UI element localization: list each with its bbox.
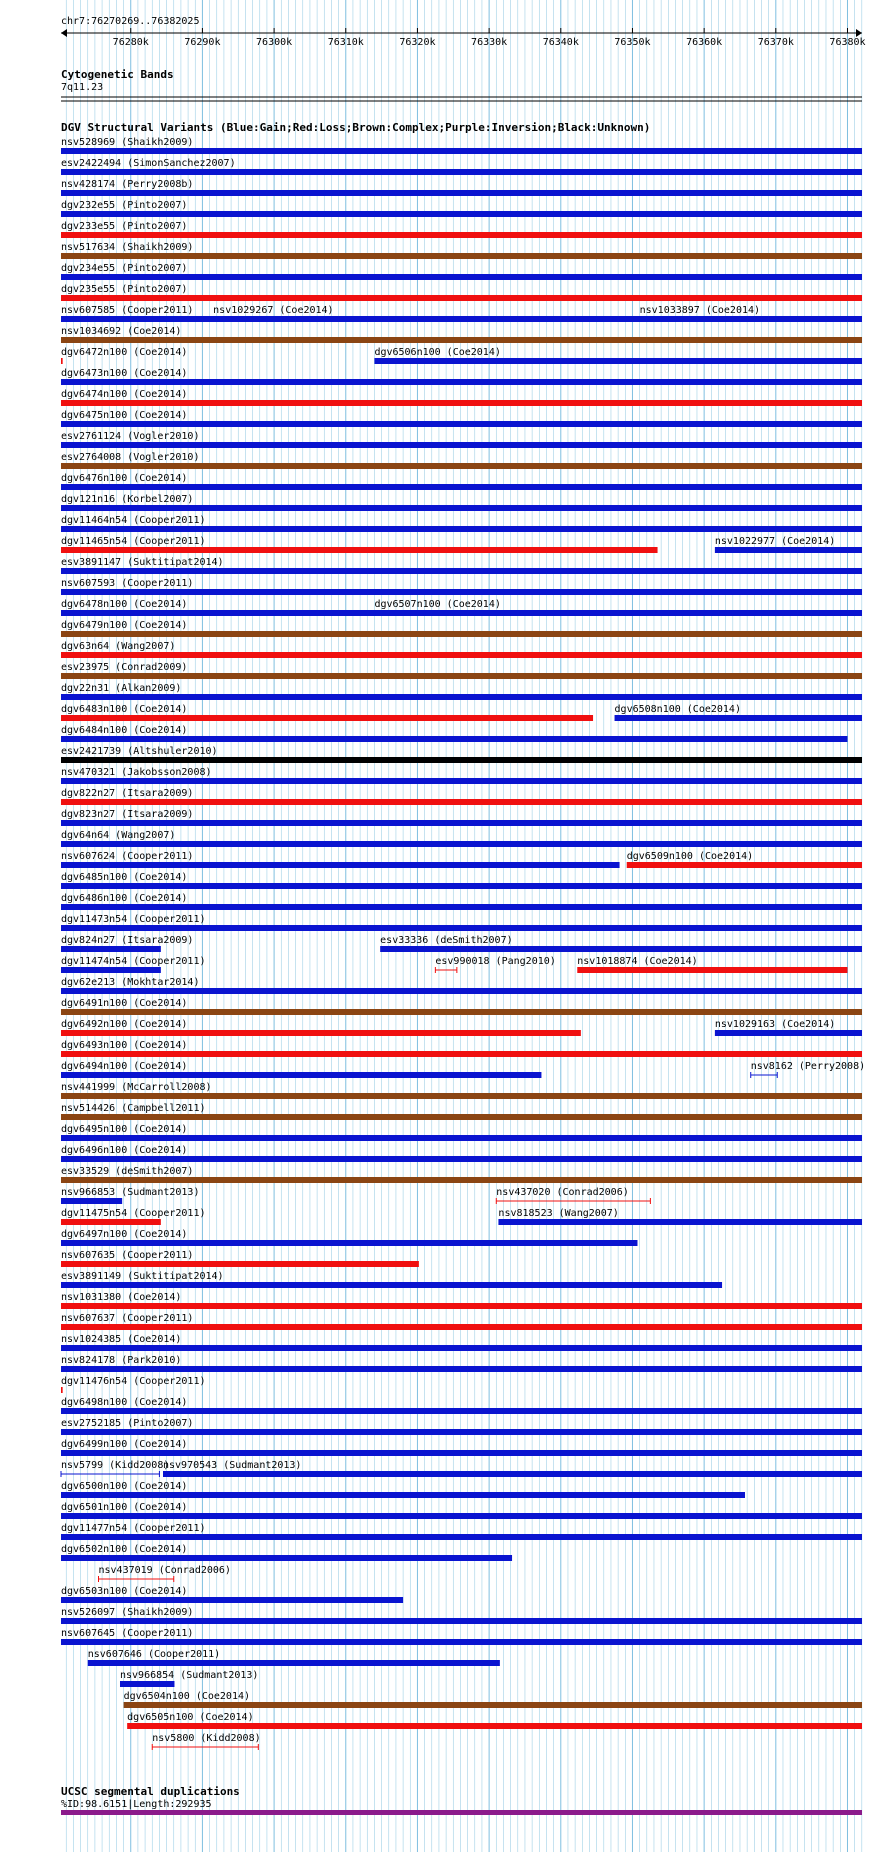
ruler-tick-label: 76340k: [542, 37, 579, 48]
variant-label: dgv6498n100 (Coe2014): [61, 1397, 188, 1408]
variant-bar: [61, 505, 862, 511]
variant-bar: [61, 1450, 862, 1456]
variant-feature[interactable]: [61, 1019, 581, 1036]
variant-bar: [61, 1009, 862, 1015]
variant-bar: [61, 799, 862, 805]
variant-bar: [88, 1660, 500, 1666]
variant-bar: [61, 673, 862, 679]
variant-bar: [213, 316, 639, 322]
variant-bar: [61, 295, 862, 301]
variant-label: nsv1024385 (Coe2014): [61, 1334, 182, 1345]
dgv-variants-track: [61, 137, 865, 1750]
variant-bar: [61, 967, 161, 973]
variant-feature[interactable]: [88, 1649, 500, 1666]
variant-feature[interactable]: [61, 1061, 541, 1078]
variant-bar: [61, 1261, 419, 1267]
variant-label: nsv470321 (Jakobsson2008): [61, 767, 212, 778]
variant-bar: [61, 757, 862, 763]
variant-label: dgv6507n100 (Coe2014): [374, 599, 501, 610]
variant-feature[interactable]: [61, 431, 862, 448]
variant-bar: [61, 1072, 541, 1078]
variant-label: dgv6503n100 (Coe2014): [61, 1586, 188, 1597]
variant-feature[interactable]: [435, 956, 555, 973]
variant-bar: [61, 211, 862, 217]
ruler-tick-label: 76320k: [399, 37, 436, 48]
variant-feature[interactable]: [61, 683, 862, 700]
variant-bar: [61, 1240, 637, 1246]
variant-label: nsv607585 (Cooper2011): [61, 305, 194, 316]
variant-label: dgv6502n100 (Coe2014): [61, 1544, 188, 1555]
ruler-left-arrow-icon: [61, 29, 67, 37]
variant-feature[interactable]: [61, 389, 862, 406]
variant-label: nsv607624 (Cooper2011): [61, 851, 194, 862]
variant-label: esv33336 (deSmith2007): [380, 935, 513, 946]
variant-label: nsv526097 (Shaikh2009): [61, 1607, 194, 1618]
variant-label: dgv232e55 (Pinto2007): [61, 200, 188, 211]
variant-feature[interactable]: [61, 767, 862, 784]
variant-bar: [127, 1723, 862, 1729]
variant-feature[interactable]: [61, 326, 862, 343]
variant-feature[interactable]: [61, 1586, 403, 1603]
variant-bar: [61, 1198, 122, 1204]
variant-bar: [61, 421, 862, 427]
variant-feature[interactable]: [61, 557, 862, 574]
variant-label: dgv6495n100 (Coe2014): [61, 1124, 188, 1135]
variant-bar: [61, 484, 862, 490]
variant-label: esv2764008 (Vogler2010): [61, 452, 200, 463]
variant-label: dgv6496n100 (Coe2014): [61, 1145, 188, 1156]
variant-label: dgv233e55 (Pinto2007): [61, 221, 188, 232]
variant-label: nsv818523 (Wang2007): [498, 1208, 619, 1219]
variant-label: dgv6499n100 (Coe2014): [61, 1439, 188, 1450]
variant-label: dgv6505n100 (Coe2014): [127, 1712, 254, 1723]
variant-label: nsv1018874 (Coe2014): [577, 956, 698, 967]
segdup-feature-label: %ID:98.6151|Length:292935: [61, 1799, 212, 1810]
variant-label: nsv514426 (Campbell2011): [61, 1103, 206, 1114]
variant-feature[interactable]: [61, 1523, 862, 1540]
variant-feature[interactable]: [61, 452, 862, 469]
variant-feature[interactable]: [61, 368, 862, 385]
variant-feature[interactable]: [627, 851, 862, 868]
variant-label: esv3891149 (Suktitipat2014): [61, 1271, 224, 1282]
variant-bar: [715, 1030, 862, 1036]
variant-label: nsv824178 (Park2010): [61, 1355, 182, 1366]
ruler-tick-label: 76290k: [184, 37, 221, 48]
variant-label: nsv607593 (Cooper2011): [61, 578, 194, 589]
variant-label: dgv6508n100 (Coe2014): [614, 704, 741, 715]
variant-bar: [615, 715, 862, 721]
variant-label: dgv6475n100 (Coe2014): [61, 410, 188, 421]
variant-label: esv3891147 (Suktitipat2014): [61, 557, 224, 568]
variant-feature[interactable]: [615, 704, 862, 721]
variant-feature[interactable]: [61, 1229, 637, 1246]
variant-label: nsv1034692 (Coe2014): [61, 326, 182, 337]
variant-bar: [61, 652, 862, 658]
variant-label: esv990018 (Pang2010): [435, 956, 556, 967]
variant-feature[interactable]: [61, 137, 862, 154]
variant-bar: [61, 1345, 862, 1351]
variant-label: nsv437020 (Conrad2006): [496, 1187, 629, 1198]
variant-bar: [61, 148, 862, 154]
variant-feature[interactable]: [61, 998, 862, 1015]
variant-feature[interactable]: [61, 1250, 419, 1267]
variant-label: dgv6485n100 (Coe2014): [61, 872, 188, 883]
variant-bar: [61, 1429, 862, 1435]
variant-bar: [61, 862, 620, 868]
variant-label: dgv11474n54 (Cooper2011): [61, 956, 206, 967]
variant-bar: [61, 715, 593, 721]
variant-label: nsv528969 (Shaikh2009): [61, 137, 194, 148]
variant-bar: [61, 400, 862, 406]
variant-bar: [61, 883, 862, 889]
variant-bar: [61, 253, 862, 259]
variant-bar: [61, 1177, 862, 1183]
variant-feature[interactable]: [380, 935, 862, 952]
variant-feature[interactable]: [61, 1313, 862, 1330]
variant-label: dgv235e55 (Pinto2007): [61, 284, 188, 295]
variant-feature[interactable]: [120, 1670, 258, 1687]
variant-feature[interactable]: [498, 1208, 862, 1225]
variant-label: dgv6472n100 (Coe2014): [61, 347, 188, 358]
ruler-tick-label: 76350k: [614, 37, 651, 48]
variant-bar: [61, 1408, 862, 1414]
variant-bar: [61, 526, 862, 532]
variant-feature[interactable]: [61, 956, 206, 973]
ruler-tick-label: 76380k: [829, 37, 866, 48]
variant-feature[interactable]: [61, 1292, 862, 1309]
variant-feature[interactable]: [61, 788, 862, 805]
location-label: chr7:76270269..76382025: [61, 16, 200, 27]
variant-feature[interactable]: [61, 1103, 862, 1120]
variant-bar: [61, 904, 862, 910]
ruler-tick-label: 76360k: [686, 37, 723, 48]
variant-bar: [61, 925, 862, 931]
variant-feature[interactable]: [577, 956, 847, 973]
variant-feature[interactable]: [715, 536, 862, 553]
variant-bar: [61, 1156, 862, 1162]
cyto-band-label: 7q11.23: [61, 82, 104, 93]
variant-bar: [163, 1471, 862, 1477]
variant-label: dgv823n27 (Itsara2009): [61, 809, 194, 820]
variant-feature[interactable]: [61, 1208, 206, 1225]
variant-feature[interactable]: [61, 725, 847, 742]
variant-label: dgv6491n100 (Coe2014): [61, 998, 188, 1009]
variant-feature[interactable]: [61, 1502, 862, 1519]
variant-label: dgv11477n54 (Cooper2011): [61, 1523, 206, 1534]
variant-feature[interactable]: [98, 1565, 230, 1582]
variant-bar: [61, 442, 862, 448]
variant-bar: [61, 778, 862, 784]
variant-feature[interactable]: [127, 1712, 862, 1729]
variant-bar: [61, 232, 862, 238]
variant-label: nsv607646 (Cooper2011): [87, 1649, 221, 1660]
dgv-track-title: DGV Structural Variants (Blue:Gain;Red:Loss;Brown:Complex;Purple:Inversion;Black:Unknown): [61, 121, 651, 134]
variant-feature[interactable]: [213, 305, 639, 322]
variant-label: nsv966853 (Sudmant2013): [61, 1187, 200, 1198]
variant-bar: [124, 1702, 862, 1708]
variant-feature[interactable]: [640, 305, 862, 322]
variant-label: nsv1031380 (Coe2014): [61, 1292, 182, 1303]
variant-feature[interactable]: [61, 809, 862, 826]
variant-label: dgv6479n100 (Coe2014): [61, 620, 188, 631]
variant-feature[interactable]: [61, 410, 862, 427]
variant-bar: [61, 1618, 862, 1624]
variant-feature[interactable]: [61, 1082, 862, 1099]
variant-feature[interactable]: [61, 347, 187, 364]
variant-bar: [627, 862, 862, 868]
variant-label: nsv1033897 (Coe2014): [639, 305, 761, 316]
variant-bar: [374, 610, 862, 616]
variant-feature[interactable]: [61, 578, 862, 595]
variant-bar: [61, 988, 862, 994]
variant-bar: [61, 946, 161, 952]
variant-bar: [61, 1555, 512, 1561]
variant-label: dgv11465n54 (Cooper2011): [61, 536, 206, 547]
variant-label: dgv6497n100 (Coe2014): [61, 1229, 188, 1240]
variant-label: dgv11473n54 (Cooper2011): [61, 914, 206, 925]
variant-bar: [61, 463, 862, 469]
variant-feature[interactable]: [61, 473, 862, 490]
variant-bar: [61, 1513, 862, 1519]
variant-label: dgv6486n100 (Coe2014): [61, 893, 188, 904]
segdup-track-title: UCSC segmental duplications: [61, 1785, 240, 1798]
variant-bar: [61, 589, 862, 595]
variant-feature[interactable]: [61, 1376, 206, 1393]
variant-feature[interactable]: [163, 1460, 862, 1477]
variant-label: esv33529 (deSmith2007): [61, 1166, 194, 1177]
variant-label: dgv6484n100 (Coe2014): [61, 725, 188, 736]
variant-bar: [61, 379, 862, 385]
variant-feature[interactable]: [61, 158, 862, 175]
variant-label: dgv6509n100 (Coe2014): [626, 851, 754, 862]
variant-feature[interactable]: [61, 1124, 862, 1141]
variant-bar: [715, 547, 862, 553]
variant-label: dgv6504n100 (Coe2014): [123, 1691, 251, 1702]
variant-feature[interactable]: [61, 746, 862, 763]
variant-bar: [61, 1303, 862, 1309]
variant-label: esv23975 (Conrad2009): [61, 662, 188, 673]
variant-label: dgv11476n54 (Cooper2011): [61, 1376, 206, 1387]
ruler-right-arrow-icon: [856, 29, 862, 37]
variant-label: esv2421739 (Altshuler2010): [61, 746, 218, 757]
variant-feature[interactable]: [61, 1397, 862, 1414]
variant-feature[interactable]: [61, 704, 593, 721]
variant-label: dgv6506n100 (Coe2014): [374, 347, 501, 358]
variant-feature[interactable]: [61, 515, 862, 532]
variant-label: nsv1029163 (Coe2014): [714, 1019, 836, 1030]
position-ruler[interactable]: [61, 28, 866, 48]
variant-label: dgv822n27 (Itsara2009): [61, 788, 194, 799]
variant-label: nsv970543 (Sudmant2013): [162, 1460, 302, 1471]
variant-label: nsv1022977 (Coe2014): [714, 536, 836, 547]
variant-feature[interactable]: [61, 662, 862, 679]
variant-feature[interactable]: [496, 1187, 650, 1204]
variant-label: dgv62e213 (Mokhtar2014): [61, 977, 200, 988]
variant-label: dgv6483n100 (Coe2014): [61, 704, 188, 715]
cyto-track-title: Cytogenetic Bands: [61, 68, 174, 81]
variant-feature[interactable]: [61, 893, 862, 910]
variant-label: dgv6474n100 (Coe2014): [61, 389, 188, 400]
variant-label: nsv966854 (Sudmant2013): [119, 1670, 259, 1681]
variant-bar: [61, 547, 658, 553]
variant-bar: [498, 1219, 862, 1225]
variant-bar: [61, 631, 862, 637]
variant-label: nsv1029267 (Coe2014): [213, 305, 334, 316]
ruler-tick-label: 76330k: [471, 37, 508, 48]
variant-feature[interactable]: [61, 1271, 722, 1288]
variant-label: dgv6493n100 (Coe2014): [61, 1040, 188, 1051]
variant-feature[interactable]: [61, 1187, 199, 1204]
variant-bar: [61, 1282, 722, 1288]
variant-label: dgv11475n54 (Cooper2011): [61, 1208, 206, 1219]
variant-bar: [61, 169, 862, 175]
variant-feature[interactable]: [61, 284, 862, 301]
variant-label: nsv428174 (Perry2008b): [61, 179, 194, 190]
variant-feature[interactable]: [61, 1334, 862, 1351]
variant-label: dgv22n31 (Alkan2009): [61, 683, 182, 694]
variant-label: dgv63n64 (Wang2007): [61, 641, 176, 652]
variant-bar: [61, 1030, 581, 1036]
variant-label: nsv437019 (Conrad2006): [98, 1565, 231, 1576]
variant-label: dgv6476n100 (Coe2014): [61, 473, 188, 484]
variant-bar: [61, 274, 862, 280]
variant-label: dgv824n27 (Itsara2009): [61, 935, 194, 946]
variant-bar: [380, 946, 862, 952]
variant-bar: [61, 1534, 862, 1540]
variant-label: esv2422494 (SimonSanchez2007): [61, 158, 236, 169]
variant-feature[interactable]: [61, 1544, 512, 1561]
ruler-tick-label: 76370k: [757, 37, 794, 48]
variant-label: dgv6492n100 (Coe2014): [61, 1019, 188, 1030]
variant-label: nsv8162 (Perry2008): [750, 1061, 866, 1072]
variant-bar: [61, 1093, 862, 1099]
variant-label: nsv5799 (Kidd2008): [61, 1460, 170, 1471]
variant-label: dgv234e55 (Pinto2007): [61, 263, 188, 274]
variant-label: dgv6473n100 (Coe2014): [61, 368, 188, 379]
ruler-tick-label: 76280k: [112, 37, 149, 48]
variant-bar: [61, 1639, 862, 1645]
variant-feature[interactable]: [61, 872, 862, 889]
ruler-tick-label: 76310k: [327, 37, 364, 48]
variant-feature[interactable]: [61, 1166, 862, 1183]
variant-feature[interactable]: [61, 1418, 862, 1435]
variant-label: dgv64n64 (Wang2007): [61, 830, 176, 841]
variant-feature[interactable]: [124, 1691, 862, 1708]
variant-label: dgv6494n100 (Coe2014): [61, 1061, 188, 1072]
variant-feature[interactable]: [61, 200, 862, 217]
variant-label: nsv607645 (Cooper2011): [61, 1628, 194, 1639]
variant-label: dgv6501n100 (Coe2014): [61, 1502, 188, 1513]
variant-bar: [61, 1051, 862, 1057]
variant-feature[interactable]: [61, 221, 862, 238]
variant-feature[interactable]: [61, 242, 862, 259]
variant-bar: [61, 1597, 403, 1603]
variant-bar: [61, 568, 862, 574]
variant-label: dgv6478n100 (Coe2014): [61, 599, 188, 610]
variant-label: nsv607635 (Cooper2011): [61, 1250, 194, 1261]
variant-feature[interactable]: [61, 1439, 862, 1456]
variant-label: nsv441999 (McCarroll2008): [61, 1082, 212, 1093]
variant-feature[interactable]: [61, 977, 862, 994]
variant-feature[interactable]: [61, 179, 862, 196]
variant-bar: [640, 316, 862, 322]
variant-feature[interactable]: [61, 1460, 169, 1477]
variant-feature[interactable]: [61, 1607, 862, 1624]
variant-feature[interactable]: [61, 494, 862, 511]
variant-feature[interactable]: [61, 851, 620, 868]
variant-bar: [61, 1114, 862, 1120]
variant-bar: [61, 820, 862, 826]
variant-feature[interactable]: [61, 914, 862, 931]
variant-bar: [61, 190, 862, 196]
variant-feature[interactable]: [61, 1628, 862, 1645]
variant-label: nsv607637 (Cooper2011): [61, 1313, 194, 1324]
variant-feature[interactable]: [61, 1040, 862, 1057]
variant-label: dgv11464n54 (Cooper2011): [61, 515, 206, 526]
variant-bar: [374, 358, 862, 364]
variant-bar: [61, 1219, 161, 1225]
variant-label: nsv5800 (Kidd2008): [152, 1733, 261, 1744]
variant-label: dgv121n16 (Korbel2007): [61, 494, 194, 505]
variant-bar: [120, 1681, 174, 1687]
variant-feature[interactable]: [61, 1355, 862, 1372]
variant-bar: [61, 1135, 862, 1141]
variant-bar: [61, 1387, 63, 1393]
variant-feature[interactable]: [152, 1733, 260, 1750]
variant-feature[interactable]: [61, 263, 862, 280]
variant-feature[interactable]: [61, 1145, 862, 1162]
variant-bar: [577, 967, 847, 973]
variant-bar: [61, 337, 862, 343]
variant-feature[interactable]: [61, 620, 862, 637]
ruler-tick-label: 76300k: [256, 37, 293, 48]
variant-bar: [61, 1366, 862, 1372]
variant-bar: [61, 1324, 862, 1330]
segdup-feature-bar[interactable]: [61, 1810, 862, 1815]
variant-bar: [61, 841, 862, 847]
variant-label: esv2752185 (Pinto2007): [61, 1418, 194, 1429]
variant-feature[interactable]: [715, 1019, 862, 1036]
variant-label: nsv517634 (Shaikh2009): [61, 242, 194, 253]
variant-label: esv2761124 (Vogler2010): [61, 431, 200, 442]
variant-bar: [61, 694, 862, 700]
variant-bar: [61, 358, 63, 364]
variant-bar: [61, 736, 847, 742]
variant-bar: [61, 1492, 745, 1498]
variant-label: dgv6500n100 (Coe2014): [61, 1481, 188, 1492]
